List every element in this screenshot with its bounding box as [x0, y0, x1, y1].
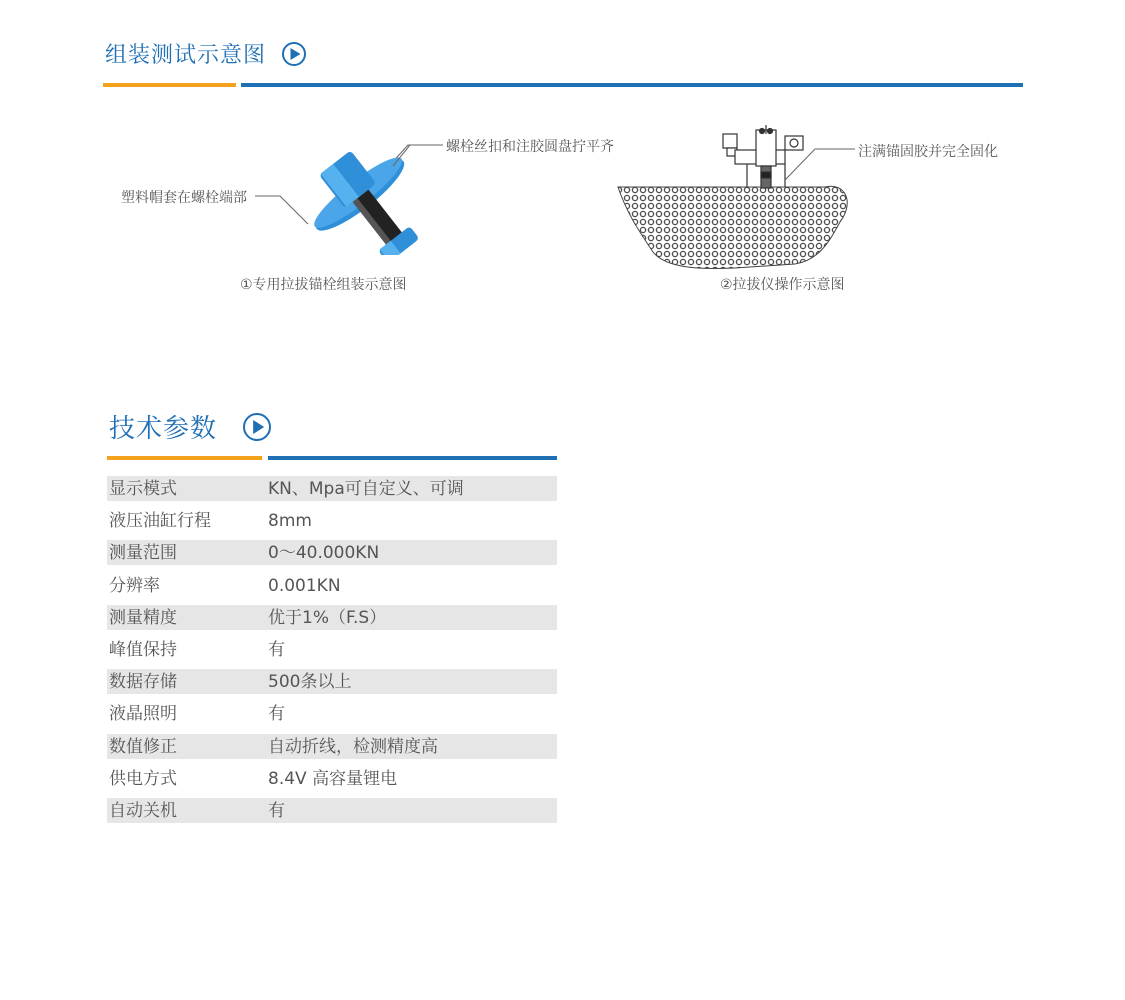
- spec-value: 500条以上: [266, 669, 557, 701]
- play-circle-icon[interactable]: [282, 42, 306, 66]
- spec-row: [107, 605, 557, 637]
- spec-label: 供电方式: [109, 768, 177, 789]
- spec-row: [107, 476, 557, 508]
- title-underline-orange: [103, 83, 236, 87]
- spec-value: 8mm: [268, 511, 312, 532]
- title-underline-blue: [241, 83, 1023, 87]
- callout-full-glue: 注满锚固胶并完全固化: [858, 144, 998, 160]
- spec-row: [107, 766, 557, 798]
- section-title-assembly: [105, 38, 306, 69]
- concrete-substrate: [618, 186, 847, 268]
- callout-plastic-cap: 塑料帽套在螺栓端部: [121, 190, 247, 206]
- spec-label: 液压油缸行程: [109, 511, 211, 532]
- spec-value: KN、Mpa可自定义、可调: [266, 476, 557, 508]
- spec-row: [107, 573, 557, 605]
- spec-table: [107, 476, 557, 830]
- spec-value: 有: [266, 798, 557, 830]
- spec-row: [107, 637, 557, 669]
- callout-leader-full-glue: [785, 149, 855, 180]
- spec-label: 自动关机: [107, 798, 266, 830]
- figure2-caption: ②拉拔仪操作示意图: [720, 277, 845, 293]
- spec-label: 液晶照明: [109, 704, 177, 725]
- spec-value: 有: [268, 639, 285, 660]
- spec-label: 分辨率: [109, 575, 160, 596]
- spec-value: 优于1%（F.S）: [266, 605, 557, 637]
- spec-label: 峰值保持: [109, 639, 177, 660]
- play-circle-icon[interactable]: [243, 413, 271, 441]
- spec-value: 0～40.000KN: [266, 540, 557, 572]
- spec-value: 8.4V 高容量锂电: [268, 768, 398, 789]
- spec-label: 数据存储: [107, 669, 266, 701]
- spec-row: [107, 508, 557, 540]
- specs-title-text: 技术参数: [109, 414, 218, 444]
- tester-device: [723, 125, 803, 188]
- figure1-caption: ①专用拉拔锚栓组装示意图: [240, 277, 407, 293]
- callout-bolt-thread: 螺栓丝扣和注胶圆盘拧平齐: [446, 139, 614, 155]
- leader-lines-figure1: [250, 140, 450, 230]
- specs-underline-blue: [268, 456, 557, 460]
- spec-value: 0.001KN: [268, 575, 341, 596]
- spec-label: 测量精度: [107, 605, 266, 637]
- spec-label: 显示模式: [107, 476, 266, 508]
- section-title-specs: [109, 408, 271, 445]
- spec-row: [107, 669, 557, 701]
- assembly-title-text: 组装测试示意图: [105, 43, 267, 68]
- specs-underline-orange: [107, 456, 262, 460]
- spec-row: [107, 734, 557, 766]
- spec-row: [107, 540, 557, 572]
- spec-row: [107, 798, 557, 830]
- spec-value: 自动折线，检测精度高: [266, 734, 557, 766]
- spec-label: 测量范围: [107, 540, 266, 572]
- spec-label: 数值修正: [107, 734, 266, 766]
- spec-value: 有: [268, 704, 285, 725]
- spec-row: [107, 701, 557, 733]
